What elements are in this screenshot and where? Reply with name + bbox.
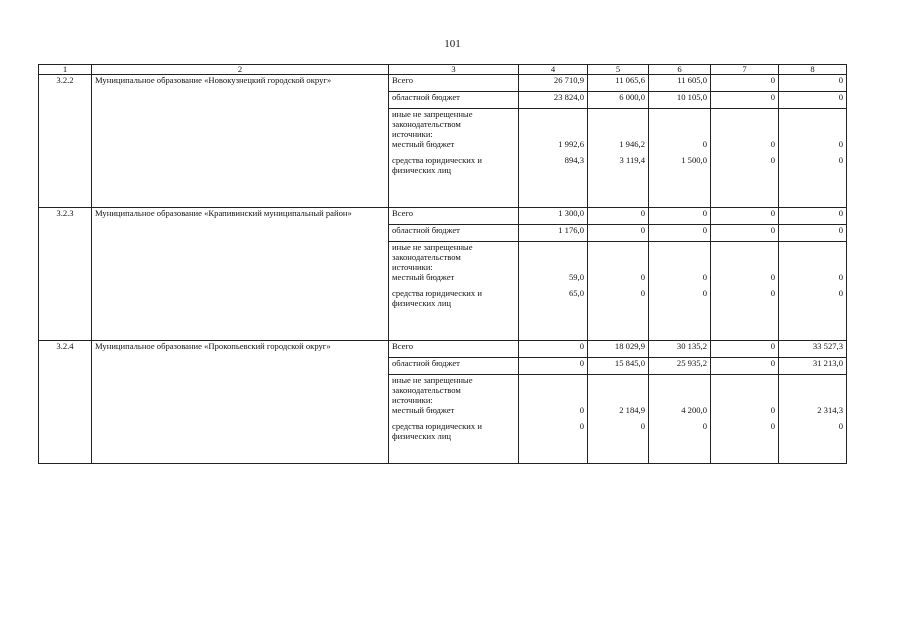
value-stack xyxy=(779,109,847,208)
legal-value: 0 xyxy=(579,421,584,431)
legal-label-line: физических лиц xyxy=(392,165,452,175)
value-cell: 25 935,2 xyxy=(649,358,711,375)
value-cell: 11 605,0 xyxy=(649,75,711,92)
value-stack xyxy=(649,242,711,341)
value-cell: 1 176,0 xyxy=(519,225,588,242)
value-stack xyxy=(711,242,779,341)
section-code: 3.2.3 xyxy=(39,208,92,341)
local-value: 0 xyxy=(702,272,707,282)
local-budget-label: местный бюджет xyxy=(392,405,455,415)
value-cell: 6 000,0 xyxy=(588,92,649,109)
sources-header-line: источники: xyxy=(392,129,433,139)
legal-value: 0 xyxy=(770,288,775,298)
value-cell: 0 xyxy=(519,341,588,358)
section-code: 3.2.4 xyxy=(39,341,92,464)
value-stack xyxy=(711,375,779,464)
value-stack xyxy=(649,375,711,464)
local-value: 0 xyxy=(640,272,645,282)
value-cell: 0 xyxy=(588,225,649,242)
budget-table xyxy=(38,64,847,464)
header-cell: 5 xyxy=(588,65,649,75)
local-value: 0 xyxy=(838,272,843,282)
legal-value: 65,0 xyxy=(568,288,584,298)
local-value: 0 xyxy=(770,405,775,415)
value-cell: 33 527,3 xyxy=(779,341,847,358)
legal-label-line: средства юридических и xyxy=(392,155,482,165)
value-cell: 11 065,6 xyxy=(588,75,649,92)
legal-value: 0 xyxy=(770,421,775,431)
sources-label-cell xyxy=(389,375,519,464)
local-value: 0 xyxy=(702,139,707,149)
value-cell: 0 xyxy=(649,225,711,242)
legal-value: 894,3 xyxy=(564,155,584,165)
section-name: Муниципальное образование «Прокопьевский городской округ» xyxy=(92,341,389,464)
header-row xyxy=(39,65,847,75)
row-total xyxy=(39,75,847,92)
value-cell: 0 xyxy=(779,75,847,92)
value-stack xyxy=(588,242,649,341)
legal-value: 0 xyxy=(640,288,645,298)
row-label: областной бюджет xyxy=(389,92,519,109)
value-stack xyxy=(649,109,711,208)
row-label: Всего xyxy=(389,75,519,92)
local-value: 0 xyxy=(838,139,843,149)
legal-value: 0 xyxy=(640,421,645,431)
value-stack xyxy=(519,109,588,208)
value-cell: 10 105,0 xyxy=(649,92,711,109)
value-cell: 0 xyxy=(711,208,779,225)
legal-value: 0 xyxy=(838,288,843,298)
value-cell: 23 824,0 xyxy=(519,92,588,109)
value-cell: 1 300,0 xyxy=(519,208,588,225)
header-cell: 2 xyxy=(92,65,389,75)
local-value: 59,0 xyxy=(568,272,584,282)
header-cell: 3 xyxy=(389,65,519,75)
legal-value: 0 xyxy=(702,421,707,431)
legal-value: 0 xyxy=(838,421,843,431)
legal-value: 3 119,4 xyxy=(619,155,645,165)
row-label: областной бюджет xyxy=(389,225,519,242)
header-cell: 7 xyxy=(711,65,779,75)
local-value: 0 xyxy=(770,139,775,149)
value-cell: 18 029,9 xyxy=(588,341,649,358)
page-number: 101 xyxy=(444,38,461,50)
header-cell: 1 xyxy=(39,65,92,75)
sources-header-line: иные не запрещенные xyxy=(392,375,473,385)
header-cell: 8 xyxy=(779,65,847,75)
value-cell: 0 xyxy=(779,92,847,109)
local-value: 0 xyxy=(770,272,775,282)
sources-header-line: законодательством xyxy=(392,252,461,262)
value-cell: 0 xyxy=(649,208,711,225)
value-cell: 0 xyxy=(588,208,649,225)
local-budget-label: местный бюджет xyxy=(392,272,455,282)
legal-label-line: средства юридических и xyxy=(392,288,482,298)
sources-label-cell xyxy=(389,242,519,341)
row-label: областной бюджет xyxy=(389,358,519,375)
legal-value: 0 xyxy=(702,288,707,298)
value-cell: 26 710,9 xyxy=(519,75,588,92)
value-stack xyxy=(588,375,649,464)
value-cell: 0 xyxy=(711,225,779,242)
value-cell: 15 845,0 xyxy=(588,358,649,375)
value-cell: 0 xyxy=(711,341,779,358)
row-label: Всего xyxy=(389,341,519,358)
sources-label-cell xyxy=(389,109,519,208)
sources-header-line: источники: xyxy=(392,395,433,405)
local-value: 1 946,2 xyxy=(619,139,645,149)
row-label: Всего xyxy=(389,208,519,225)
sources-header-line: законодательством xyxy=(392,119,461,129)
value-cell: 0 xyxy=(779,225,847,242)
legal-value: 0 xyxy=(838,155,843,165)
value-cell: 0 xyxy=(519,358,588,375)
legal-label-line: средства юридических и xyxy=(392,421,482,431)
local-value: 0 xyxy=(579,405,584,415)
local-value: 2 184,9 xyxy=(619,405,645,415)
value-cell: 0 xyxy=(711,92,779,109)
value-stack xyxy=(588,109,649,208)
value-cell: 0 xyxy=(711,358,779,375)
value-stack xyxy=(519,375,588,464)
value-cell: 0 xyxy=(779,208,847,225)
sources-header-line: законодательством xyxy=(392,385,461,395)
value-cell: 0 xyxy=(711,75,779,92)
section-name: Муниципальное образование «Крапивинский муниципальный район» xyxy=(92,208,389,341)
local-value: 2 314,3 xyxy=(817,405,843,415)
section-code: 3.2.2 xyxy=(39,75,92,208)
local-value: 4 200,0 xyxy=(681,405,707,415)
header-cell: 6 xyxy=(649,65,711,75)
section-name: Муниципальное образование «Новокузнецкий городской округ» xyxy=(92,75,389,208)
legal-label-line: физических лиц xyxy=(392,298,452,308)
value-stack xyxy=(519,242,588,341)
value-stack xyxy=(779,242,847,341)
local-value: 1 992,6 xyxy=(558,139,584,149)
header-cell: 4 xyxy=(519,65,588,75)
sources-header-line: иные не запрещенные xyxy=(392,242,473,252)
value-stack xyxy=(779,375,847,464)
value-cell: 31 213,0 xyxy=(779,358,847,375)
row-total xyxy=(39,208,847,225)
value-cell: 30 135,2 xyxy=(649,341,711,358)
local-budget-label: местный бюджет xyxy=(392,139,455,149)
legal-label-line: физических лиц xyxy=(392,431,452,441)
legal-value: 1 500,0 xyxy=(681,155,707,165)
value-stack xyxy=(711,109,779,208)
legal-value: 0 xyxy=(770,155,775,165)
row-total xyxy=(39,341,847,358)
sources-header-line: иные не запрещенные xyxy=(392,109,473,119)
sources-header-line: источники: xyxy=(392,262,433,272)
